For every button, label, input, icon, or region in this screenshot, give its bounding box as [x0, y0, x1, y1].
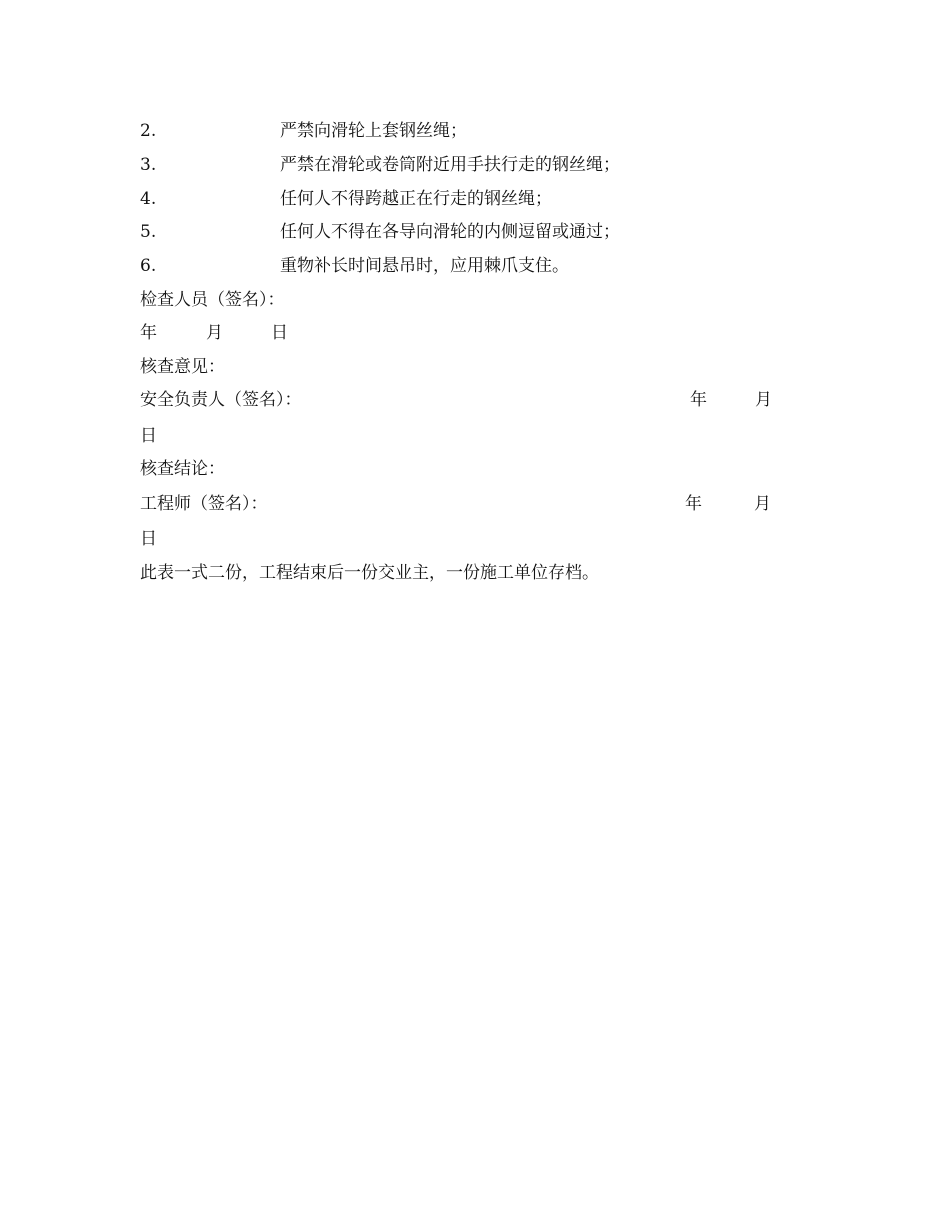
engineer-label: 工程师（签名）：	[140, 494, 268, 514]
engineer-date-day: 日	[140, 529, 157, 549]
date-month: 月	[754, 494, 771, 514]
review-conclusion-label: 核查结论：	[140, 459, 225, 479]
date-year: 年	[140, 323, 157, 343]
rule-text: 严禁向滑轮上套钢丝绳；	[280, 121, 467, 141]
date-year: 年	[685, 494, 702, 514]
rule-number: 2.	[140, 121, 157, 141]
date-year: 年	[690, 390, 707, 410]
rule-text: 重物补长时间悬吊时，应用棘爪支住。	[280, 256, 569, 276]
safety-officer-signature	[140, 388, 800, 412]
rule-number: 3.	[140, 155, 157, 175]
footer-note: 此表一式二份，工程结束后一份交业主，一份施工单位存档。	[140, 563, 599, 583]
review-opinion-label: 核查意见：	[140, 357, 225, 377]
inspector-signature-label: 检查人员（签名）：	[140, 290, 285, 310]
rule-number: 4.	[140, 189, 157, 209]
rule-text: 严禁在滑轮或卷筒附近用手扶行走的钢丝绳；	[280, 155, 620, 175]
rule-number: 6.	[140, 256, 157, 276]
safety-officer-label: 安全负责人（签名）：	[140, 390, 302, 410]
engineer-signature	[140, 492, 800, 516]
rule-number: 5.	[140, 222, 157, 242]
safety-officer-date-day: 日	[140, 426, 157, 446]
date-day: 日	[271, 323, 288, 343]
rule-text: 任何人不得跨越正在行走的钢丝绳；	[280, 189, 552, 209]
date-month: 月	[755, 390, 772, 410]
inspector-date	[140, 321, 340, 345]
date-month: 月	[206, 323, 223, 343]
rule-text: 任何人不得在各导向滑轮的内侧逗留或通过；	[280, 222, 620, 242]
